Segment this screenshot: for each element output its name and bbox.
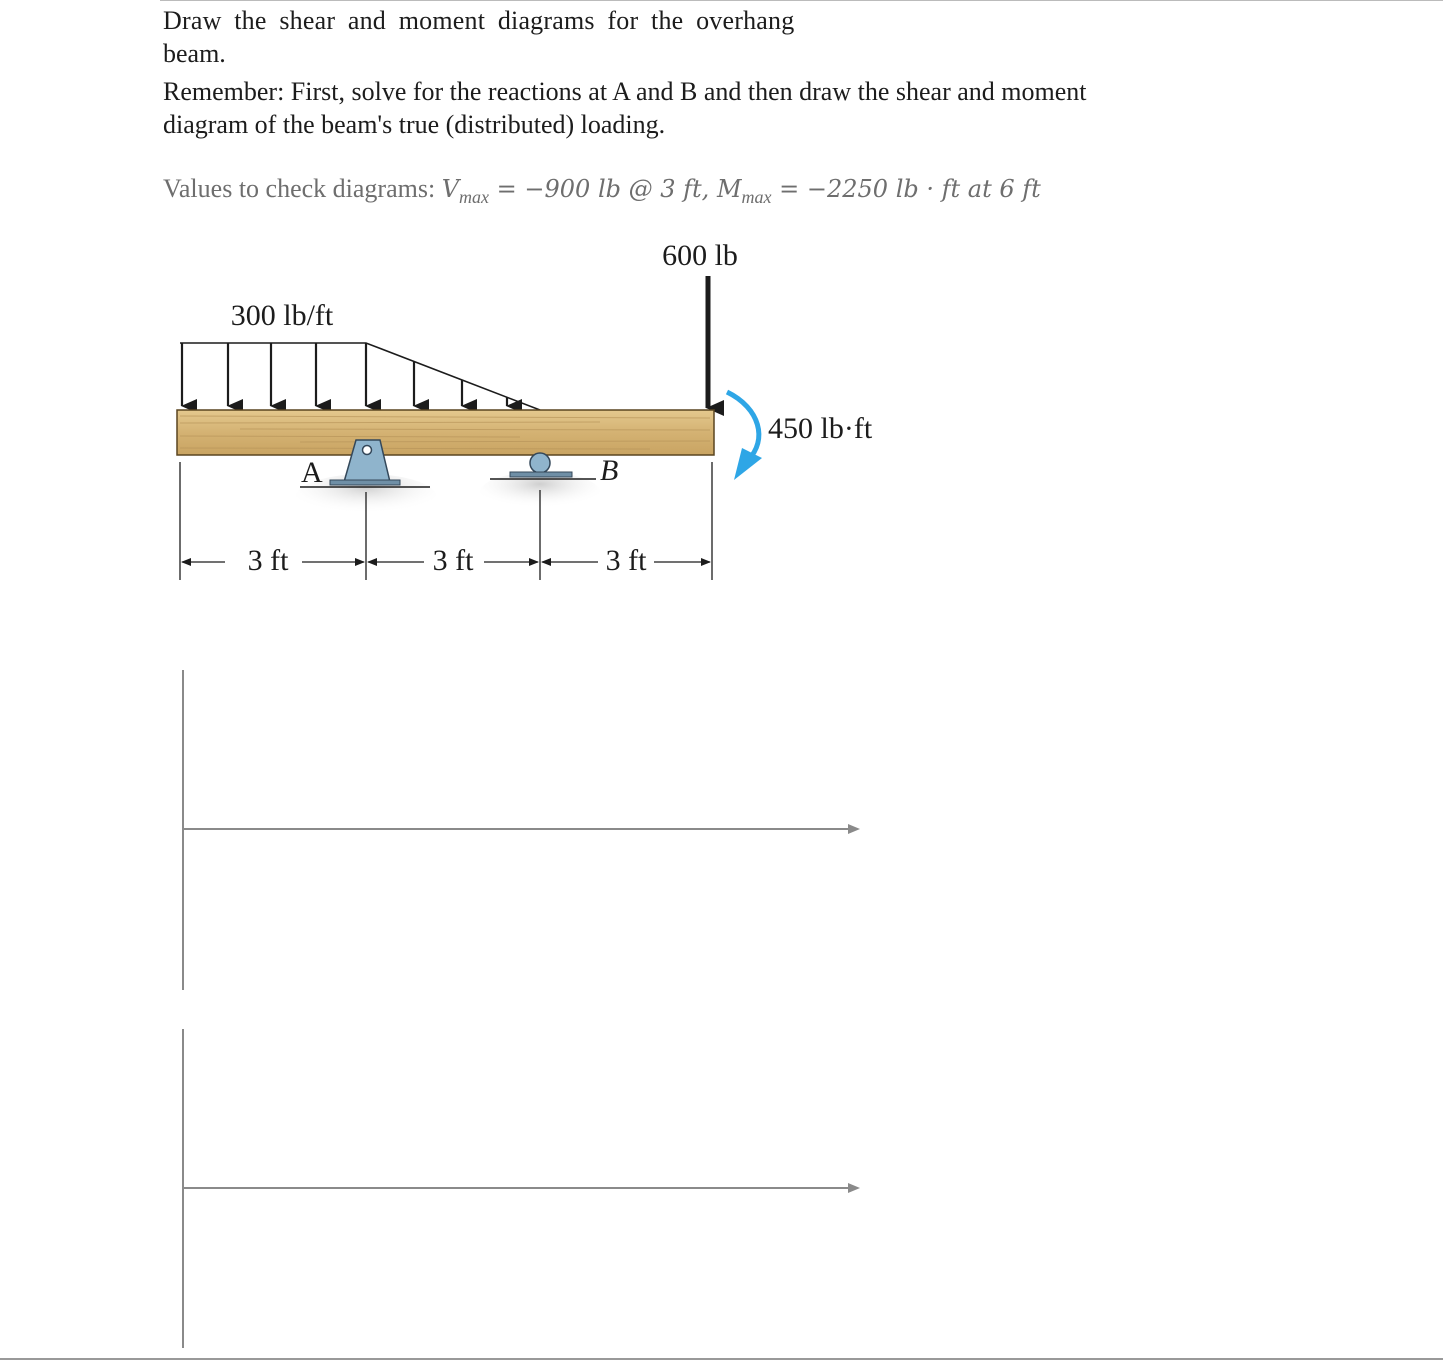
check-prefix: Values to check diagrams:: [163, 174, 442, 203]
support-b-label: B: [600, 454, 619, 487]
problem-statement-line-2: beam.: [163, 39, 226, 68]
distributed-load-outline: [180, 343, 540, 410]
v-subscript: max: [459, 187, 490, 207]
v-max-value: = −900 lb @ 3 ft,: [489, 175, 717, 203]
couple-moment-arrow: [727, 392, 762, 480]
moment-diagram-axes: [183, 1029, 860, 1348]
point-load-label: 600 lb: [662, 239, 738, 272]
distributed-load-label: 300 lb/ft: [230, 299, 334, 332]
reminder-line-2: diagram of the beam's true (distributed) loading.: [163, 110, 666, 139]
m-symbol: M: [716, 175, 742, 203]
dimension-1-label: 3 ft: [247, 544, 289, 577]
reminder-line-1: Remember: First, solve for the reactions at A and B and then draw the shear and moment: [163, 77, 1087, 106]
shear-diagram-axes: [183, 670, 860, 990]
couple-moment-label: 450 lb·ft: [768, 412, 873, 445]
moment-axis-arrowhead: [848, 1183, 860, 1193]
dimension-3-label: 3 ft: [605, 544, 647, 577]
v-symbol: V: [441, 175, 460, 203]
distributed-load-arrows: [182, 343, 507, 406]
wooden-beam: [177, 410, 714, 455]
shear-axis-arrowhead: [848, 824, 860, 834]
bottom-rule: [0, 1358, 1443, 1360]
problem-statement-line-1: Draw the shear and moment diagrams for the overhang: [163, 6, 795, 35]
roller-support-b: [490, 453, 596, 479]
support-a-label: A: [301, 456, 323, 489]
dimension-2-label: 3 ft: [432, 544, 474, 577]
m-subscript: max: [741, 187, 772, 207]
m-max-value: = −2250 lb · ft at 6 ft: [771, 175, 1041, 203]
